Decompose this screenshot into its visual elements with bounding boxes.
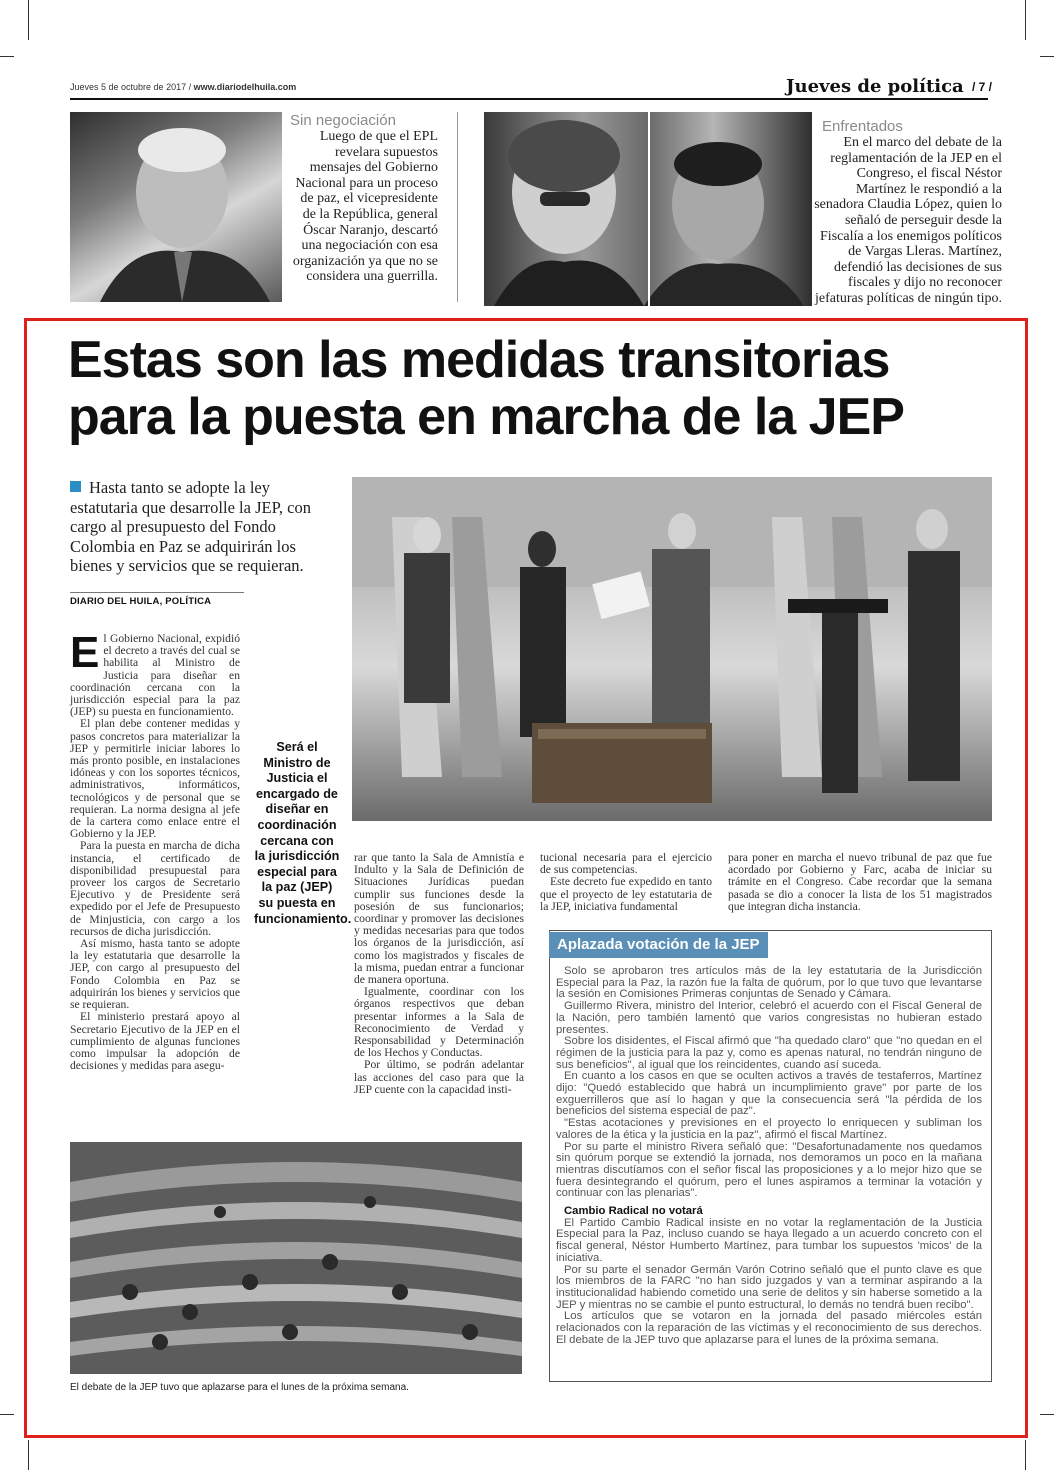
header-site: www.diariodelhuila.com bbox=[193, 82, 297, 92]
paragraph: El ministerio prestará apoyo al Secretario Ejecutivo de la JEP en el cumplimiento de algunas funciones como impulsar la adopción de decisiones y medidas para asegu- bbox=[70, 1010, 240, 1073]
brief-title: Enfrentados bbox=[822, 118, 903, 135]
paragraph: Por su parte el senador Germán Varón Cotrino señaló que el punto clave es que los miembros de la FARC "no han sido juzgados y van a terminar aspirando a la institucionalidad habiendo cometido una serie de delitos y sin haberse sometido a la JEP y mientras no se cambie el punto estructural, lo demás no tendrá buen recibo". bbox=[556, 1263, 982, 1311]
byline: DIARIO DEL HUILA, POLÍTICA bbox=[70, 596, 212, 607]
crop-mark bbox=[1025, 0, 1026, 40]
paragraph: Igualmente, coordinar con los órganos respectivos que deban presentar informes a la Sala de Reconocimiento de Verdad y Responsabilidad y Determinación de los Hechos y Conductas. bbox=[354, 985, 524, 1060]
crop-mark bbox=[0, 1414, 14, 1415]
paragraph: rar que tanto la Sala de Amnistía e Indulto y la Sala de Definición de Situaciones Jurídicas puedan cumplir sus funciones desde la posesión de sus funcionarios; coordinar y promover las decisiones y medidas necesarias para que todos los órganos de la jurisdicción, así como los magistrados y fiscales de la misma, puedan entrar a funcionar de manera oportuna. bbox=[354, 851, 524, 987]
paragraph: "Estas acotaciones y previsiones en el proyecto lo enriquecen y subliman los valores de la ética y la justicia en la paz", afirmó el fiscal Martínez. bbox=[556, 1117, 982, 1141]
crop-mark bbox=[1040, 56, 1054, 57]
header-rule bbox=[70, 98, 988, 100]
byline-rule bbox=[70, 592, 244, 593]
column-rule bbox=[457, 112, 458, 302]
brief-title: Sin negociación bbox=[290, 112, 396, 129]
lopez-martinez-photo bbox=[484, 112, 812, 306]
page-number: / 7 / bbox=[972, 80, 993, 94]
section-title: Jueves de política bbox=[786, 76, 964, 97]
paragraph: Por último, se podrán adelantar las acciones del caso para que la JEP cuente con la capacidad insti- bbox=[354, 1058, 524, 1096]
article-column-4 bbox=[728, 852, 992, 913]
paragraph: para poner en marcha el nuevo tribunal de paz que fue acordado por Gobierno y Farc, acaba de iniciar su trámite en el Congreso. Cabe recordar que la semana pasada se dio a conocer la lista de los 51 magistrados que integran dicha instancia. bbox=[728, 851, 992, 913]
paragraph: Por su parte el ministro Rivera señaló que: "Desafortunadamente nos quedamos sin quórum porque se extendió la jornada, nos demoramos un poco en la mañana mientras discutíamos con el señor fiscal las proposiciones y a lo mejor hizo que se fuera desintegrando el quórum, pero el lunes aspiramos a terminar la votación y continuar con las plenarias". bbox=[556, 1140, 982, 1200]
crop-mark bbox=[28, 0, 29, 40]
paragraph: Así mismo, hasta tanto se adopte la ley estatutaria que desarrolle la JEP, con cargo al presupuesto del Fondo Colombia en Paz se adquirirán los bienes y servicios que se requieran. bbox=[70, 937, 240, 1012]
paragraph: Los artículos que se votaron en la jornada del pasado miércoles están relacionados con la reparación de las víctimas y el reconocimiento de sus derechos. El debate de la JEP tuvo que aplazarse para el lunes de la próxima semana. bbox=[556, 1310, 982, 1346]
lead-text: Hasta tanto se adopte la ley estatutaria que desarrolle la JEP, con cargo al presupuesto del Fondo Colombia en Paz se adquirirán los bienes y servicios que se requieran. bbox=[70, 478, 311, 575]
drop-cap: E bbox=[70, 628, 100, 677]
sidebar-subhead: Cambio Radical no votará bbox=[564, 1205, 703, 1218]
naranjo-photo bbox=[70, 112, 282, 302]
crop-mark bbox=[1040, 1414, 1054, 1415]
paragraph: Sobre los disidentes, el Fiscal afirmó que "ha quedado claro" que "no quedan en el régimen de la justicia para la paz y, como es apenas natural, no tendrán ninguno de sus beneficios", al igual que los reincidentes, cuando así suceda. bbox=[556, 1035, 982, 1071]
paragraph: Solo se aprobaron tres artículos más de la ley estatutaria de la Jurisdicción Especial para la Paz, la razón fue la falta de quórum, por lo que tuvo que levantarse la sesión en Comisiones Primeras conjuntas de Senado y Cámara. bbox=[556, 965, 982, 1001]
pull-quote: Será el Ministro de Justicia el encargado de diseñar en coordinación cercana con la jurisdicción especial para la paz (JEP) su puesta en funcionamiento. bbox=[254, 740, 352, 926]
article-column-1 bbox=[70, 628, 240, 1073]
paragraph: Para la puesta en marcha de dicha instancia, el certificado de disponibilidad presupuestal para proveer los cargos de Secretario Ejecutivo y de Presidente será expedido por el Jefe de Presupuesto de Minjusticia, con cargo a los recursos de dicha jurisdicción. bbox=[70, 839, 240, 938]
header-date: Jueves 5 de octubre de 2017 / www.diariodelhuila.com bbox=[70, 82, 297, 92]
brief-text: En el marco del debate de la reglamentación de la JEP en el Congreso, el fiscal Néstor Martínez le respondió a la senadora Claudia López, quien lo señaló de perseguir desde la Fiscalía a los enemigos políticos de Vargas Lleras. Martínez, defendió las decisiones de sus fiscales y dijo no reconocer jefaturas políticas de ningún tipo. bbox=[814, 135, 1002, 306]
paragraph: El plan debe contener medidas y pasos concretos para materializar la JEP y permitirle iniciar labores lo más pronto posible, en instalaciones idóneas y con los soportes técnicos, administrativos, informáticos, tecnológicos y de personal que se requieran. La norma designa al jefe de la cartera como enlace entre el Gobierno y la JEP. bbox=[70, 717, 240, 841]
sidebar-title: Aplazada votación de la JEP bbox=[549, 932, 768, 958]
crop-mark bbox=[28, 1440, 29, 1470]
article-column-2 bbox=[354, 852, 524, 1096]
paragraph: l Gobierno Nacional, expidió el decreto a través del cual se habilita al Ministro de Justicia para diseñar en coordinación cercana con la jurisdicción especial para la paz (JEP) su puesta en funcionamiento. bbox=[70, 632, 240, 719]
sidebar-text bbox=[556, 966, 982, 1347]
paragraph: tucional necesaria para el ejercicio de sus competencias. bbox=[540, 851, 712, 877]
congress-photo bbox=[70, 1142, 522, 1374]
ceremony-photo bbox=[352, 477, 992, 821]
photo-caption: El debate de la JEP tuvo que aplazarse para el lunes de la próxima semana. bbox=[70, 1382, 409, 1393]
paragraph: Guillermo Rivera, ministro del Interior, celebró el acuerdo con el Fiscal General de la Nación, pero también lamentó que varios congresistas no hubieran estado presentes. bbox=[556, 1000, 982, 1036]
article-lead bbox=[70, 478, 336, 576]
paragraph: En cuanto a los casos en que se oculten activos a través de testaferros, Martínez dijo: "Quedó establecido que habrá un incumplimiento grave" por parte de los exguerrilleros que así lo hagan y que la consecuencia será "la pérdida de los beneficios del sistema especial de paz". bbox=[556, 1070, 982, 1118]
article-headline: Estas son las medidas transitorias para la puesta en marcha de la JEP bbox=[68, 331, 904, 446]
paragraph: El Partido Cambio Radical insiste en no votar la reglamentación de la Justicia Especial para la Paz, incluso cuando se haya llegado a un acuerdo concreto con el fiscal general, Néstor Humberto Martínez, para tumbar los supuestos 'micos' de la iniciativa. bbox=[556, 1216, 982, 1264]
paragraph: Este decreto fue expedido en tanto que el proyecto de ley estatutaria de la JEP, iniciativa fundamental bbox=[540, 875, 712, 913]
bullet-square-icon bbox=[70, 481, 81, 492]
brief-text: Luego de que el EPL revelara supuestos mensajes del Gobierno Nacional para un proceso de paz, el vicepresidente de la República, general Óscar Naranjo, descartó una negociación con esa organización ya que no se considera una guerrilla. bbox=[292, 129, 438, 285]
article-column-3 bbox=[540, 852, 712, 913]
crop-mark bbox=[0, 56, 14, 57]
crop-mark bbox=[1025, 1440, 1026, 1470]
